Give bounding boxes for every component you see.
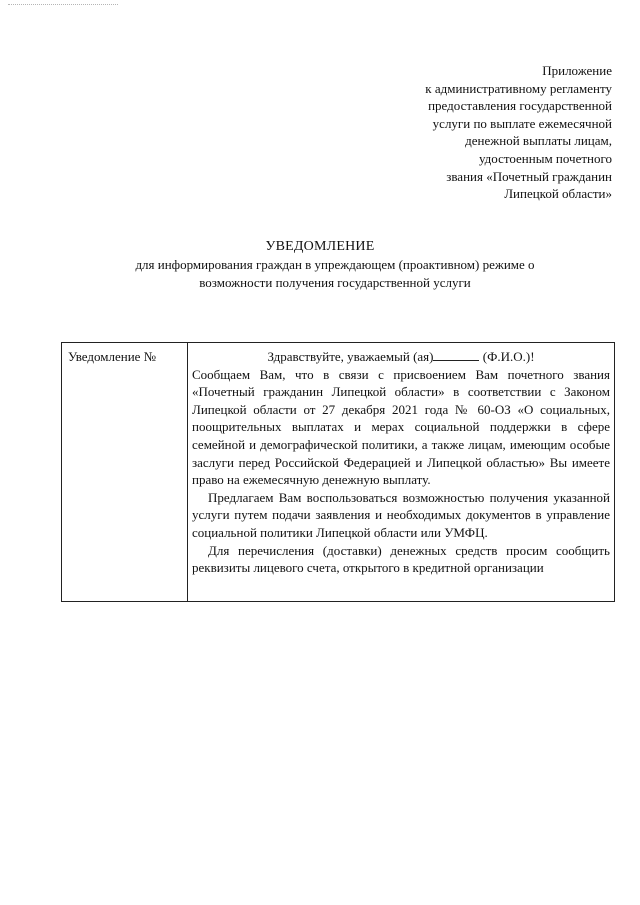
greeting-fio: (Ф.И.О.)!: [479, 349, 535, 364]
notification-body: [188, 343, 615, 602]
appendix-line: денежной выплаты лицам,: [465, 133, 612, 149]
appendix-line: Приложение: [542, 63, 612, 78]
paragraph-award-notice: Сообщаем Вам, что в связи с присвоением Вам почетного звания «Почетный гражданин Липецкой области» в соответствии с Законом Липецкой области от 27 декабря 2021 года № 60-ОЗ «О социальных, поощрительных выплатах и мерах социальной поддержки в сфере семейной и демографической политики, а также лицам, имеющим особые заслуги перед Российской Федерацией и Липецкой областью» Вы имеете право на ежемесячную денежную выплату.: [192, 366, 610, 488]
document-title: УВЕДОМЛЕНИЕ: [265, 239, 375, 254]
document-subtitle: для информирования граждан в упреждающем (проактивном) режиме о возможности получения государственной услуги: [135, 257, 535, 290]
appendix-line: звания «Почетный гражданин: [446, 168, 612, 184]
paragraph-account-request: Для перечисления (доставки) денежных средств просим сообщить реквизиты лицевого счета, открытого в кредитной организации: [192, 542, 610, 576]
appendix-header: [362, 62, 612, 203]
appendix-line: предоставления государственной: [428, 98, 612, 114]
appendix-line: к административному регламенту: [425, 80, 612, 96]
notification-number-label: Уведомление №: [62, 343, 188, 602]
appendix-line: Липецкой области»: [504, 186, 612, 202]
table-row: [62, 343, 615, 602]
greeting-line: [192, 348, 610, 366]
greeting-text: Здравствуйте, уважаемый (ая): [267, 349, 434, 364]
notification-table: [61, 342, 615, 602]
name-blank-line: [433, 349, 479, 361]
appendix-line: удостоенным почетного: [478, 150, 612, 166]
paragraph-offer: Предлагаем Вам воспользоваться возможностью получения указанной услуги путем подачи заявления и необходимых документов в управление социальной политики Липецкой области или УМФЦ.: [192, 489, 610, 540]
scan-artifact: [8, 4, 118, 7]
appendix-line: услуги по выплате ежемесячной: [432, 115, 612, 131]
